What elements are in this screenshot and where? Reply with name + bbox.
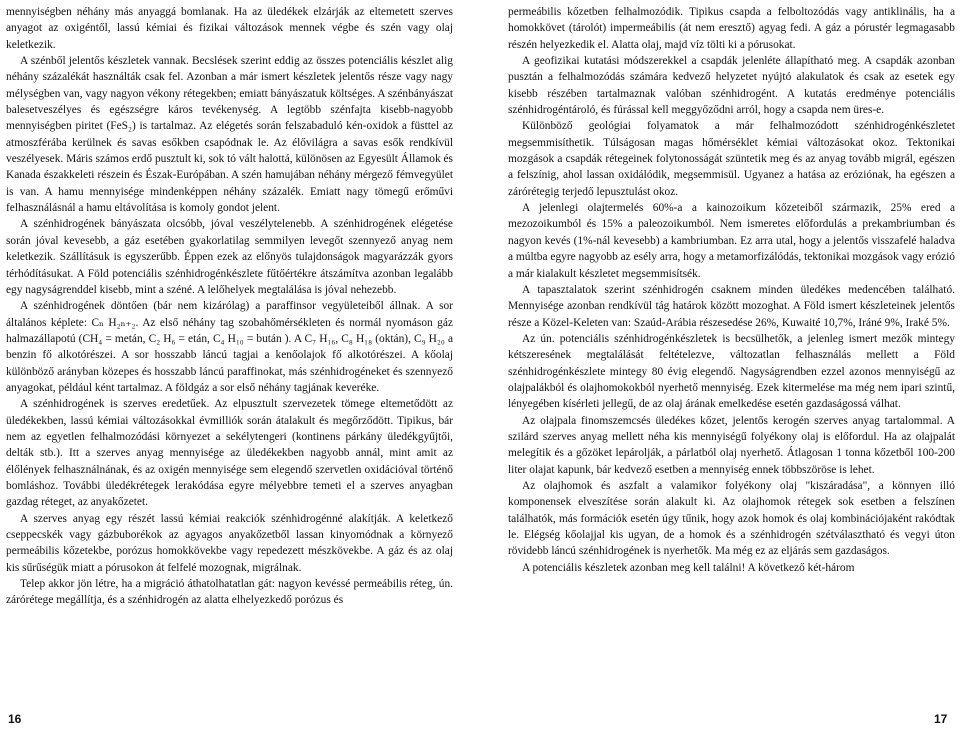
right-paragraph-7: Az olajpala finomszemcsés üledékes kőzet, jelentős kerogén szerves anyag tartalommal. A szilárd szerves anyag mellett néha kis mennyiségű folyékony olaj is előfordul. Ha az olajpalát melegítik és a gőzöket lepárolják, a párlatból olaj nyerhető. Átlagosan 1 tonna kőzetből 100-200 liter olajat kapunk, bár kedvező esetben a mennyiség ennek többszöröse is lehet.	[508, 414, 955, 476]
left-page-number: 16	[8, 712, 22, 726]
left-paragraph-1: mennyiségben néhány más anyaggá bomlanak. Ha az üledékek elzárják az eltemetett szerves anyagot az oxigéntől, lassú kémiai és fizikai változások mennek végbe és szén vagy olaj keletkezik.	[6, 6, 453, 51]
right-page-body	[508, 4, 955, 576]
right-paragraph-1: permeábilis kőzetben felhalmozódik. Tipikus csapda a felboltozódás vagy antiklinális, ha a homokkövet (tárolót) impermeábilis (át nem eresztő) agyag fedi. A gáz a pórustér legmagasabb részén helyezkedik el. Alatta olaj, majd víz tölti ki a pórusokat.	[508, 6, 955, 51]
right-paragraph-4: A jelenlegi olajtermelés 60%-a a kainozoikum kőzeteiből származik, 25% ered a mezozoikumból és 15% a paleozoikumból. Nem ismeretes előfordulás a prekambriumban és nagyon kevés (1%-nál kevesebb) a kambriumban. Ez arra utal, hogy a jelentős visszafelé haladva a múltba egyre nagyobb az esély arra, hogy a metamorfizálódás, tektonikai mozgások vagy erózió a már kialakult készletet megsemmisítsék.	[508, 202, 955, 280]
right-paragraph-9: A potenciális készletek azonban meg kell találni! A következő két-három	[522, 561, 855, 574]
right-paragraph-5: A tapasztalatok szerint szénhidrogén csaknem minden üledékes medencében található. Mennyisége azonban rendkívül tág határok között mozoghat. A Föld ismert készleteinek jelentős része a Közel-Keleten van: Szaúd-Arábia részesedése 26%, Kuwaité 10,7%, Iráné 9%, Iraké 5%.	[508, 283, 955, 329]
right-page-number: 17	[934, 712, 948, 726]
right-paragraph-6: Az ún. potenciális szénhidrogénkészletek is becsülhetők, a jelenleg ismert mezők mintegy kétszeresének megtalálását feltételezve, változatlan felhasználás mellett a Föld szénhidrogénkészlete mintegy 80 évig elegendő. Nagyságrendben ezzel azonos mennyiségű az olajpalákból és olajhomokokból nyerhető mennyiség. Ezek kitermelése ma még nem ipari szintű, lényegében kísérleti jellegű, de az olaj árának emelkedése esetén gazdaságossá válhat.	[508, 332, 955, 411]
right-paragraph-3: Különböző geológiai folyamatok a már felhalmozódott szénhidrogénkészletet megsemmisíthetik. Túlságosan magas hőmérséklet kémiai változásokat okoz. Tektonikai mozgások a csapdák rétegeinek folytonosságát szüntetik meg és az anyag tovább migrál, egészen a felszínig, ahol lassan oxidálódik, megsemmisül. Ugyanez a hatása az eróziónak, ha egészen a zárórétegig terjedő lepusztulást okoz.	[508, 120, 955, 198]
left-paragraph-5: A szénhidrogének is szerves eredetűek. Az elpusztult szervezetek tömege eltemetődött az üledékekben, lassú kémiai változásokkal évmilliók során átalakult és megőrződött. Tipikus, bár nem az egyetlen felhalmozódási környezet a sekélytengeri (kontinens párkány üledékgyűjtői, delták stb.). Itt a szerves anyag mennyisége az üledékekben nagyobb annál, mint amit az élőlények felhasználnának, és az oxigén mennyisége sem elegendő szervetlen oxidációval történő bomláshoz. További üledékrétegek lerakódása egyre mélyebbre temeti el a szerves anyagban gazdag réteget, az anyakőzetet.	[6, 398, 453, 509]
left-page-body	[6, 4, 453, 609]
left-paragraph-2: A szénből jelentős készletek vannak. Becslések szerint eddig az összes potenciális készlet alig néhány százalékát használták csak fel. Azonban a már ismert készletek jelentős része vagy nagy mélységben van, vagy nagyon vékony rétegekben; emiatt bányászatuk költséges. A szénbányászat balesetveszélyes és egészségre káros tevékenység. A legtöbb szénfajta kisebb-nagyobb mennyiségben piritet (FeS₂) is tartalmaz. Az elégetés során felszabaduló kén-oxidok a füsttel az atmoszférába kerülnek és savas esőkben csapódnak le. Az élővilágra a savas esők rendkívül veszélyesek. Máris számos erdő pusztult ki, sok tó vált halottá, különösen az Egyesült Államok és Kanada északkeleti részein és Észak-Európában. A szén hamujában néhány mérgező fémvegyület is van. A hamu mennyisége mindenképpen néhány százalék. Emiatt nagy tömegű erőművi felhasználásnál a hamu eltávolítása is komoly gondot jelent.	[6, 55, 453, 215]
left-paragraph-7: Telep akkor jön létre, ha a migráció áthatolhatatlan gát: nagyon kevéssé permeábilis réteg, ún. zárórétege megállítja, és a szénhidrogén az alatta elhelyezkedő porózus és	[6, 578, 453, 607]
right-paragraph-8: Az olajhomok és aszfalt a valamikor folyékony olaj "kiszáradása", a könnyen illó komponensek elveszítése során alakult ki. Az olajhomok rétegek sok esetben a felszínen találhatók, más formációk esetén úgy tűnik, hogy azok homok és olaj kombinációjaként rakódtak le. Elégség kőolajjal kis ugyan, de a homok és a szénhidrogén szétválasztható és vegyi úton rövidebb láncú szénhidrogének is nyerhetők. Ma még ez az eljárás sem gazdaságos.	[508, 479, 955, 558]
left-paragraph-4: A szénhidrogének döntően (bár nem kizárólag) a paraffinsor vegyületeiből állnak. A sor általános képlete: Cₙ H₂ₙ₊₂. Az első néhány tag szobahőmérsékleten és normál nyomáson gáz halmazállapotú (CH₄ = metán, C₂ H₆ = etán, C₄ H₁₀ = bután ). A C₇ H₁₆, C₈ H₁₈ (oktán), C₉ H₂₀ a benzin fő alkotórészei. A sor hosszabb láncú tagjai a kenőolajok fő alkotórészei. A kőolaj különböző arányban közepes és hosszabb láncú paraffinokat, más szénhidrogéneket és szennyező anyagokat, például ként tartalmaz. A földgáz a sor első néhány tagjának keveréke.	[6, 300, 453, 394]
right-paragraph-2: A geofizikai kutatási módszerekkel a csapdák jelenléte állapítható meg. A csapdák azonban pusztán a felhalmozódás számára kedvező helyzetet nyújtó alakulatok és csak az esetek egy kisebb részében tartalmaznak valóban szénhidrogént. A kutatás eredménye potenciális szénhidrogéntároló, és fúrással kell meggyőződni arról, hogy a csapda nem üres-e.	[508, 55, 955, 117]
left-paragraph-3: A szénhidrogének bányászata olcsóbb, jóval veszélytelenebb. A szénhidrogének elégetése során jóval kevesebb, a gáz esetében gyakorlatilag semmilyen levegőt szennyező anyag nem keletkezik. Szállításuk is egyszerűbb. Éppen ezek az előnyös tulajdonságok magyarázzák gyors térhódításukat. A Föld potenciális szénhidrogénkészlete fűtőértékre átszámítva azonban legalább egy nagyságrenddel kisebb, mint a széné. A lelőhelyek megtalálása is jóval nehezebb.	[6, 218, 453, 296]
left-paragraph-6: A szerves anyag egy részét lassú kémiai reakciók szénhidrogénné alakítják. A keletkező cseppecskék vagy gázbuborékok az agyagos anyakőzetből lassan kinyomódnak a környező permeábilis kőzetekbe, porózus homokkövekbe vagy repedezett mészkövekbe. A gáz és az olaj kis sűrűségük miatt a pórusokon át felfelé mozognak, migrálnak.	[6, 512, 453, 574]
